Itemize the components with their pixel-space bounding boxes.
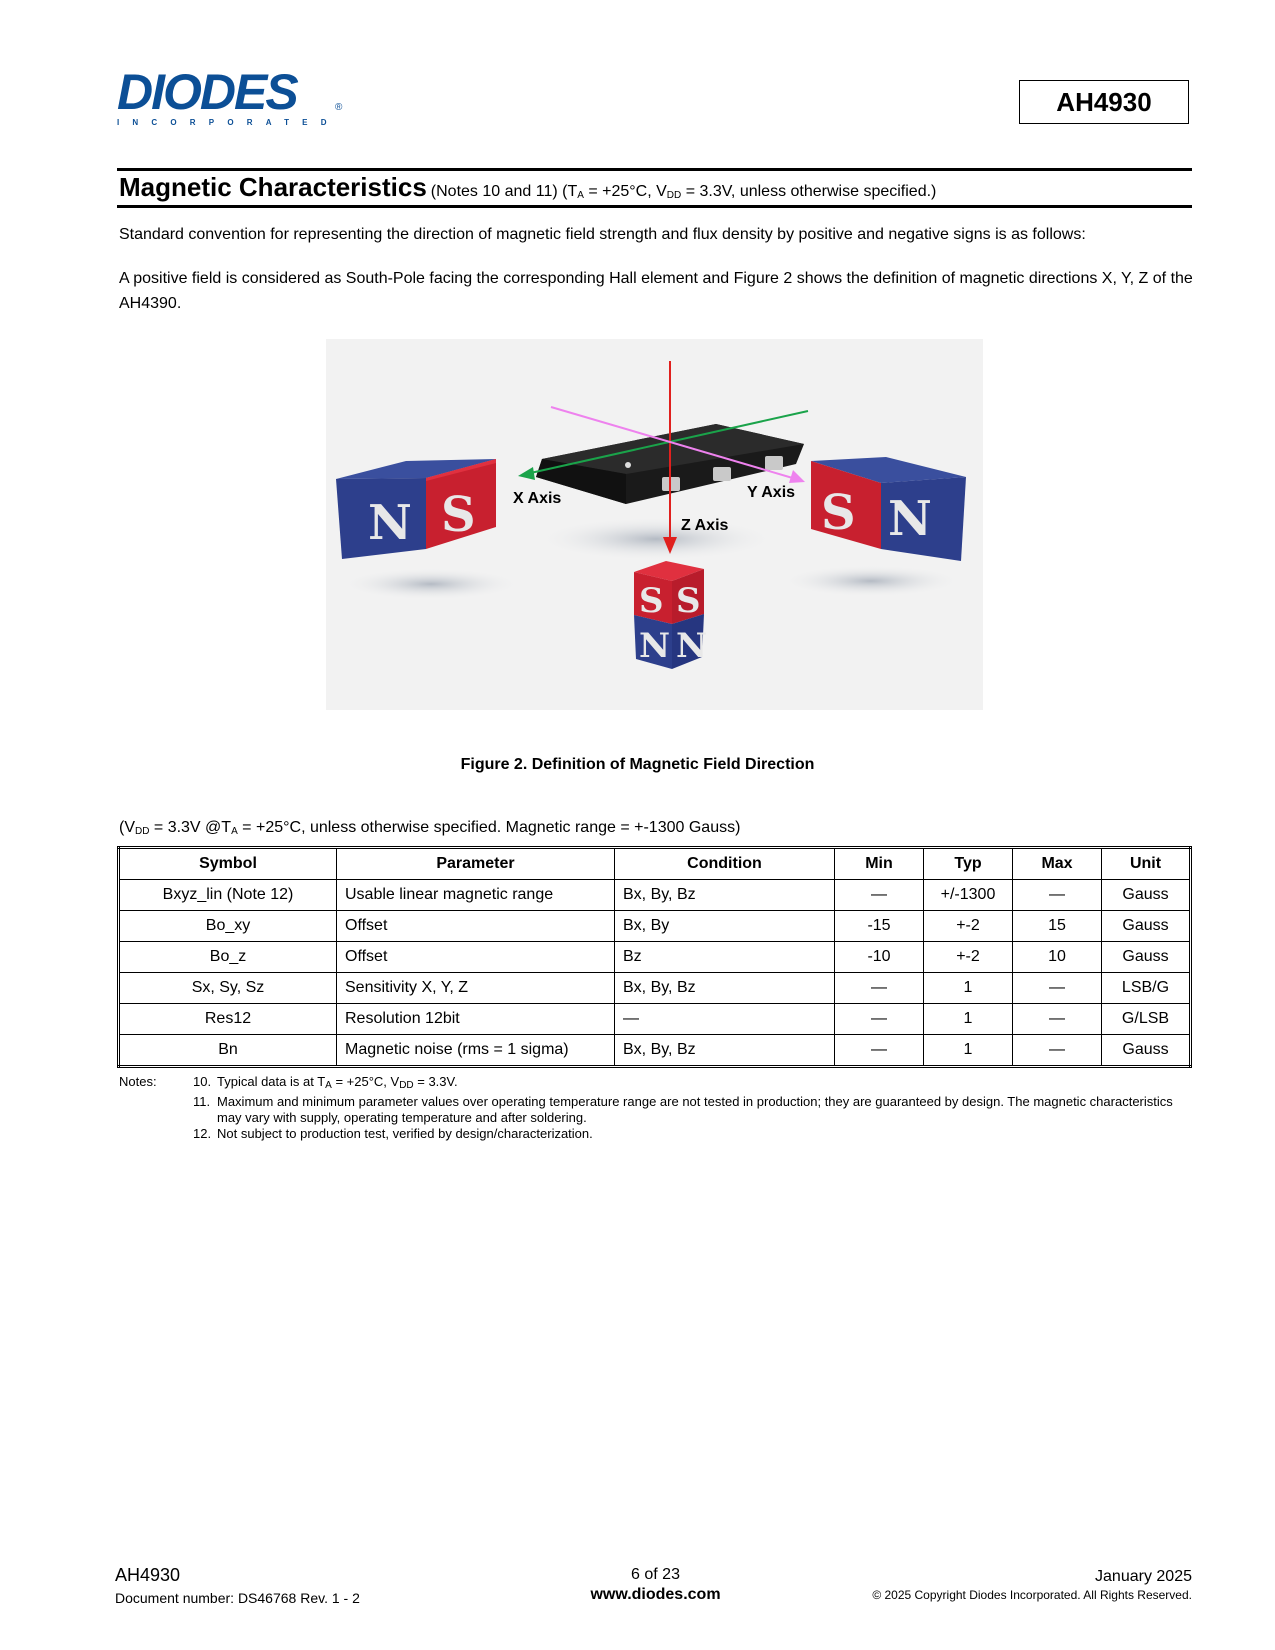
section-title-text: Magnetic Characteristics bbox=[119, 172, 427, 202]
cell-max: — bbox=[1013, 1004, 1102, 1035]
cell-symbol: Bn bbox=[119, 1035, 337, 1067]
table-row bbox=[119, 1004, 1191, 1035]
cell-condition: Bx, By, Bz bbox=[615, 1035, 835, 1067]
table-row bbox=[119, 942, 1191, 973]
cell-unit: Gauss bbox=[1102, 1035, 1191, 1067]
section-title bbox=[119, 172, 936, 203]
cell-parameter: Resolution 12bit bbox=[337, 1004, 615, 1035]
cell-symbol: Bo_z bbox=[119, 942, 337, 973]
note-part: = 3.3V. bbox=[413, 1074, 458, 1089]
y-axis-label: Y Axis bbox=[747, 484, 796, 501]
note-text: Not subject to production test, verified by design/characterization. bbox=[217, 1126, 593, 1141]
z-axis-label: Z Axis bbox=[681, 517, 729, 534]
logo-subtext: INCORPORATED bbox=[117, 118, 340, 127]
section-conditions bbox=[431, 183, 937, 200]
note-number: 12. bbox=[193, 1126, 212, 1141]
footer-copyright: © 2025 Copyright Diodes Incorporated. All Rights Reserved. bbox=[872, 1588, 1192, 1602]
cell-condition: Bx, By, Bz bbox=[615, 973, 835, 1004]
cell-min: — bbox=[835, 1004, 924, 1035]
footer-website-link[interactable]: www.diodes.com bbox=[590, 1586, 721, 1603]
cond-part: = +25°C, unless otherwise specified. Magnetic range = +-1300 Gauss) bbox=[237, 819, 741, 836]
part-number-box: AH4930 bbox=[1019, 80, 1189, 124]
cell-condition: Bx, By bbox=[615, 911, 835, 942]
cell-min: — bbox=[835, 973, 924, 1004]
pole-s-label: S bbox=[821, 485, 856, 541]
cell-symbol: Sx, Sy, Sz bbox=[119, 973, 337, 1004]
table-row bbox=[119, 1035, 1191, 1067]
section-note-part: = 3.3V, unless otherwise specified.) bbox=[681, 183, 937, 200]
note-sub: A bbox=[325, 1080, 332, 1091]
cell-parameter: Sensitivity X, Y, Z bbox=[337, 973, 615, 1004]
cell-unit: Gauss bbox=[1102, 880, 1191, 911]
footer-date: January 2025 bbox=[1095, 1568, 1192, 1585]
note-part: = +25°C, V bbox=[331, 1074, 400, 1089]
notes-list bbox=[193, 1074, 1193, 1142]
figure-caption: Figure 2. Definition of Magnetic Field Direction bbox=[460, 756, 815, 773]
left-magnet-shadow bbox=[341, 568, 521, 600]
pole-n-label: N bbox=[639, 626, 671, 666]
cell-typ: +-2 bbox=[924, 911, 1013, 942]
table-row bbox=[119, 911, 1191, 942]
table-header-row bbox=[119, 848, 1191, 880]
footer-part-number: AH4930 bbox=[115, 1565, 181, 1585]
right-magnet-shadow bbox=[781, 565, 961, 597]
cell-condition: Bz bbox=[615, 942, 835, 973]
cell-max: 10 bbox=[1013, 942, 1102, 973]
section-note-sub: DD bbox=[666, 190, 682, 201]
note-sub: DD bbox=[399, 1080, 414, 1091]
z-axis-magnet bbox=[634, 561, 707, 669]
table-conditions bbox=[119, 819, 740, 837]
cell-condition: — bbox=[615, 1004, 835, 1035]
cell-typ: +-2 bbox=[924, 942, 1013, 973]
cond-sub: DD bbox=[135, 826, 150, 837]
section-note-part: = +25°C, V bbox=[583, 183, 667, 200]
cell-symbol: Bxyz_lin (Note 12) bbox=[119, 880, 337, 911]
cell-min: — bbox=[835, 1035, 924, 1067]
table-row bbox=[119, 880, 1191, 911]
cell-typ: 1 bbox=[924, 973, 1013, 1004]
cell-max: 15 bbox=[1013, 911, 1102, 942]
footer-document-number: Document number: DS46768 Rev. 1 - 2 bbox=[115, 1590, 360, 1606]
note-10 bbox=[193, 1074, 1193, 1094]
cell-min: -10 bbox=[835, 942, 924, 973]
x-axis-label: X Axis bbox=[513, 490, 562, 507]
note-text bbox=[217, 1074, 1193, 1094]
cell-max: — bbox=[1013, 973, 1102, 1004]
cell-parameter: Offset bbox=[337, 911, 615, 942]
field-definition-paragraph: A positive field is considered as South-Pole facing the corresponding Hall element and Figure 2 shows the definition of magnetic directions X, Y, Z of the AH4390. bbox=[119, 270, 1193, 312]
magnetic-direction-figure bbox=[326, 339, 983, 710]
notes-label: Notes: bbox=[119, 1074, 157, 1089]
y-axis-magnet bbox=[811, 457, 966, 561]
cell-condition: Bx, By, Bz bbox=[615, 880, 835, 911]
cell-unit: G/LSB bbox=[1102, 1004, 1191, 1035]
cond-sub: A bbox=[231, 826, 238, 837]
company-logo bbox=[117, 64, 347, 130]
col-header-min: Min bbox=[835, 848, 924, 880]
cell-parameter: Offset bbox=[337, 942, 615, 973]
cell-parameter: Magnetic noise (rms = 1 sigma) bbox=[337, 1035, 615, 1067]
col-header-typ: Typ bbox=[924, 848, 1013, 880]
cell-max: — bbox=[1013, 880, 1102, 911]
col-header-unit: Unit bbox=[1102, 848, 1191, 880]
footer-page-number: 6 of 23 bbox=[631, 1566, 680, 1583]
note-12 bbox=[193, 1126, 1193, 1142]
cell-parameter: Usable linear magnetic range bbox=[337, 880, 615, 911]
x-axis-arrow bbox=[518, 467, 535, 480]
cell-typ: 1 bbox=[924, 1004, 1013, 1035]
cell-unit: LSB/G bbox=[1102, 973, 1191, 1004]
pole-n-label: N bbox=[368, 495, 412, 551]
pole-s-label: S bbox=[676, 581, 701, 621]
col-header-condition: Condition bbox=[615, 848, 835, 880]
note-part: Typical data is at T bbox=[217, 1074, 326, 1089]
figure-illustration bbox=[326, 339, 983, 710]
pole-n-label: N bbox=[676, 626, 708, 666]
col-header-symbol: Symbol bbox=[119, 848, 337, 880]
table-row bbox=[119, 973, 1191, 1004]
title-rule-top bbox=[117, 168, 1192, 171]
intro-paragraph: Standard convention for representing the direction of magnetic field strength and flux density by positive and negative signs is as follows: bbox=[119, 226, 1086, 243]
cond-part: (V bbox=[119, 819, 135, 836]
pole-s-label: S bbox=[639, 581, 664, 621]
pole-n-label: N bbox=[888, 491, 932, 547]
cell-typ: +/-1300 bbox=[924, 880, 1013, 911]
note-number: 10. bbox=[193, 1074, 212, 1089]
cell-symbol: Bo_xy bbox=[119, 911, 337, 942]
note-number: 11. bbox=[193, 1094, 211, 1109]
cell-typ: 1 bbox=[924, 1035, 1013, 1067]
note-text: Maximum and minimum parameter values over operating temperature range are not tested in production; they are guaranteed by design. The magnetic characteristics may vary with supply, operating temperature and after soldering. bbox=[217, 1094, 1173, 1125]
chip-shadow bbox=[536, 517, 776, 561]
logo-registered-mark: ® bbox=[335, 102, 343, 113]
cell-unit: Gauss bbox=[1102, 911, 1191, 942]
section-note-part: (Notes 10 and 11) (T bbox=[430, 183, 578, 200]
magnetic-characteristics-table bbox=[117, 846, 1192, 1068]
pole-s-label: S bbox=[441, 487, 476, 543]
note-11 bbox=[193, 1094, 1193, 1126]
section-note-sub: A bbox=[577, 190, 584, 201]
cell-symbol: Res12 bbox=[119, 1004, 337, 1035]
cell-min: — bbox=[835, 880, 924, 911]
y-axis-arrow bbox=[789, 470, 805, 483]
x-axis-magnet bbox=[336, 459, 496, 559]
col-header-max: Max bbox=[1013, 848, 1102, 880]
col-header-parameter: Parameter bbox=[337, 848, 615, 880]
cell-max: — bbox=[1013, 1035, 1102, 1067]
cond-part: = 3.3V @T bbox=[149, 819, 232, 836]
logo-wordmark: DIODES bbox=[117, 64, 297, 120]
title-rule-bottom bbox=[117, 205, 1192, 208]
cell-min: -15 bbox=[835, 911, 924, 942]
cell-unit: Gauss bbox=[1102, 942, 1191, 973]
